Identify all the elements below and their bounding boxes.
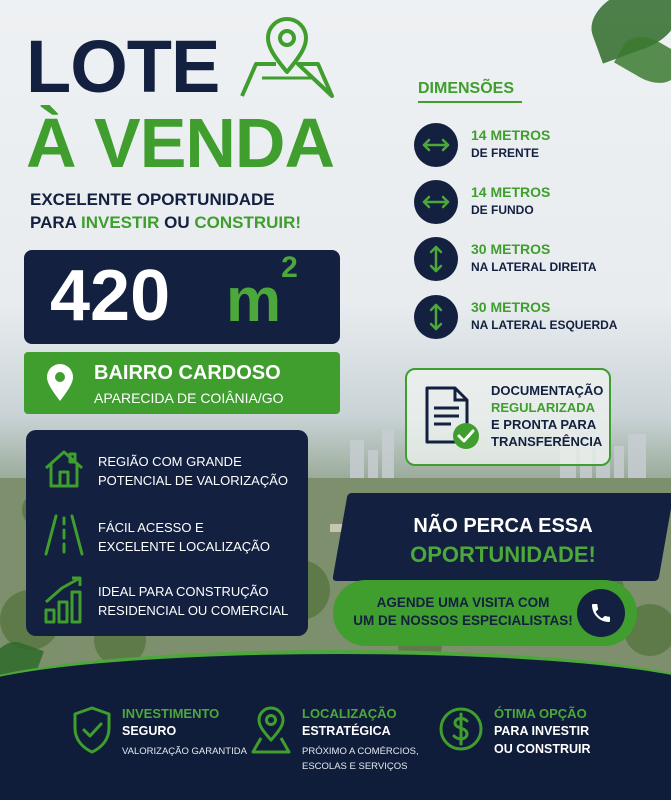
phone-icon: [589, 601, 613, 625]
document-check-icon: [423, 386, 481, 450]
features-panel: [26, 430, 308, 636]
dimension-item: 30 METROS NA LATERAL DIREITA: [414, 237, 664, 283]
road-icon: [42, 512, 86, 556]
feature-item: REGIÃO COM GRANDE POTENCIAL DE VALORIZAÇÃO: [26, 440, 308, 500]
feature-item: IDEAL PARA CONSTRUÇÃO RESIDENCIAL OU COMERCIAL: [26, 570, 308, 630]
footer-item-location: LOCALIZAÇÃO ESTRATÉGICA PRÓXIMO A COMÉRCIOS, ESCOLAS E SERVIÇOS: [250, 700, 430, 780]
phone-button[interactable]: [577, 589, 625, 637]
headline-lote: LOTE: [26, 25, 220, 108]
area-unit: $m^2$: [226, 251, 298, 335]
dimension-item: 14 METROS DE FRENTE: [414, 123, 664, 169]
city-name: APARECIDA DE COIÂNIA/GO: [94, 390, 284, 406]
growth-chart-icon: [42, 576, 86, 624]
subtitle-line-1: EXCELENTE OPORTUNIDADE: [30, 190, 275, 209]
location-panel: [24, 352, 340, 414]
neighborhood-name: BAIRRO CARDOSO: [94, 362, 281, 384]
dimension-item: 30 METROS NA LATERAL ESQUERDA: [414, 295, 664, 341]
shield-check-icon: [72, 706, 112, 754]
house-icon: [42, 446, 86, 490]
cta-line-2: OPORTUNIDADE!: [410, 542, 596, 567]
horizontal-arrows-icon: [422, 188, 450, 216]
dimensions-title: DIMENSÕES: [418, 80, 515, 97]
dimension-item: 14 METROS DE FUNDO: [414, 180, 664, 226]
headline-subtitle: [30, 188, 301, 234]
feature-item: FÁCIL ACESSO E EXCELENTE LOCALIZAÇÃO: [26, 506, 308, 566]
area-value: 420: [50, 256, 171, 336]
footer-item-opportunity: ÓTIMA OPÇÃO PARA INVESTIR OU CONSTRUIR: [438, 700, 618, 780]
cta-line-1: NÃO PERCA ESSA: [413, 515, 593, 537]
location-map-icon: [250, 706, 292, 756]
horizontal-arrows-icon: [422, 131, 450, 159]
vertical-arrows-icon: [422, 303, 450, 331]
schedule-visit-button[interactable]: AGENDE UMA VISITA COM UM DE NOSSOS ESPECIALISTAS!: [333, 580, 637, 646]
vertical-arrows-icon: [422, 245, 450, 273]
area-panel: [24, 250, 340, 344]
footer-item-investment: INVESTIMENTO SEGURO VALORIZAÇÃO GARANTIDA: [72, 700, 252, 780]
subtitle-line-2: PARA INVESTIR OU CONSTRUIR!: [30, 213, 302, 232]
map-pin-icon: [46, 364, 74, 402]
dollar-coin-icon: [438, 706, 484, 752]
dimensions-underline: [418, 101, 522, 103]
documentation-panel: DOCUMENTAÇÃO REGULARIZADA E PRONTA PARA TRANSFERÊNCIA: [405, 368, 611, 466]
map-location-icon: [232, 16, 342, 100]
headline-a-venda: À VENDA: [26, 104, 335, 182]
